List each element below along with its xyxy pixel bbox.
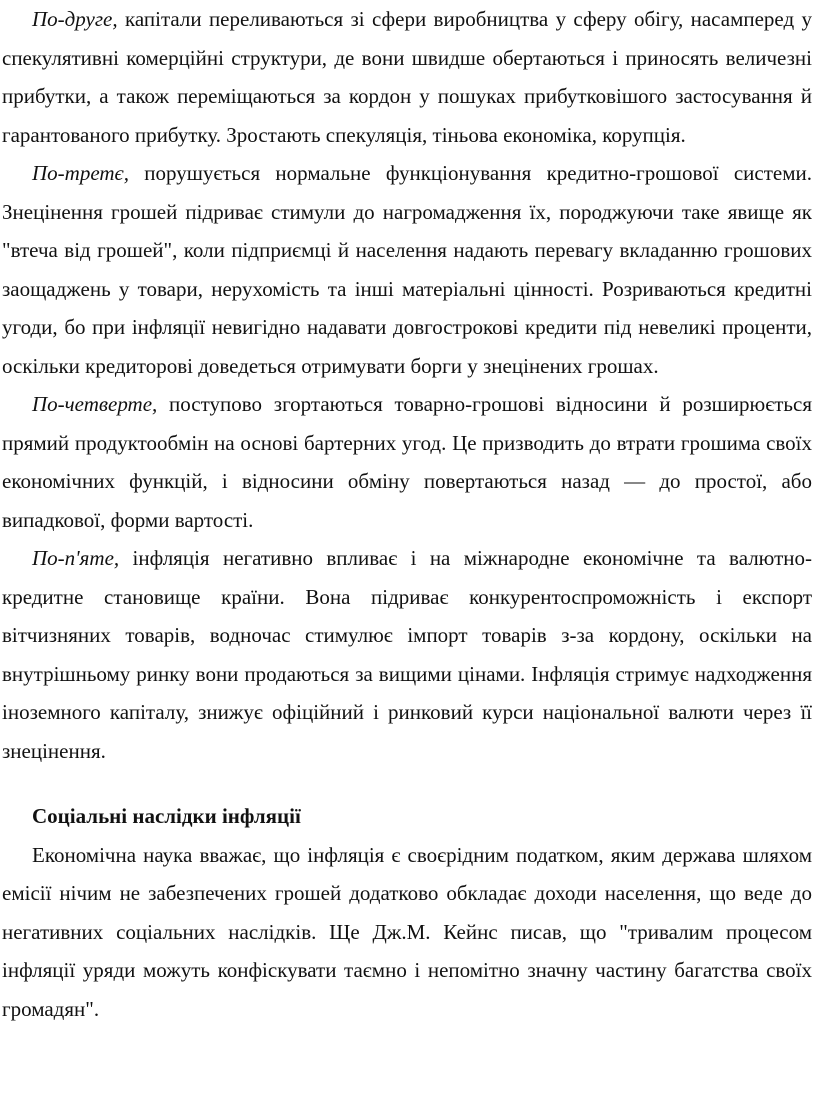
paragraph-text-third: порушується нормальне функціонування кредитно-грошової системи. Знецінення грошей підриває стимули до нагромадження їх, породжуючи таке явище як "втеча від грошей", коли підприємці й населення надають перевагу вкладанню грошових заощаджень у товари, нерухомість та інші матеріальні цінності. Розриваються кредитні угоди, бо при інфляції невигідно надавати довгострокові кредити під невеликі проценти, оскільки кредиторові доведеться отримувати борги у знецінених грошах. (2, 161, 812, 378)
paragraph-fourth-consequence (2, 385, 812, 539)
paragraph-fifth-consequence (2, 539, 812, 770)
paragraph-text-fifth: інфляція негативно впливає і на міжнародне економічне та валютно-кредитне становище країни. Вона підриває конкурентоспроможність і експорт вітчизняних товарів, водночас стимулює імпорт товарів з-за кордону, оскільки на внутрішньому ринку вони продаються за вищими цінами. Інфляція стримує надходження іноземного капіталу, знижує офіційний і ринковий курси національної валюти через її знецінення. (2, 546, 812, 763)
paragraph-lead-second: По-друге, (32, 7, 118, 31)
paragraph-lead-third: По-третє, (32, 161, 129, 185)
paragraph-lead-fourth: По-четверте, (32, 392, 158, 416)
paragraph-text-second: капітали переливаються зі сфери виробництва у сферу обігу, насамперед у спекулятивні комерційні структури, де вони швидше обертаються і приносять величезні прибутки, а також переміщаються за кордон у пошуках прибутковішого застосування й гарантованого прибутку. Зростають спекуляція, тіньова економіка, корупція. (2, 7, 812, 147)
paragraph-lead-fifth: По-п'яте, (32, 546, 120, 570)
paragraph-third-consequence (2, 154, 812, 385)
section-heading: Соціальні наслідки інфляції (32, 804, 301, 828)
paragraph-second-consequence (2, 0, 812, 154)
section-paragraph: Економічна наука вважає, що інфляція є своєрідним податком, яким держава шляхом емісії нічим не забезпечених грошей додатково обкладає доходи населення, що веде до негативних соціальних наслідків. Ще Дж.М. Кейнс писав, що "тривалим процесом інфляції уряди можуть конфіскувати таємно і непомітно значну частину багатства своїх громадян". (2, 842, 812, 1021)
paragraph-text-fourth: поступово згортаються товарно-грошові відносини й розширюється прямий продуктообмін на основі бартерних угод. Це призводить до втрати грошима своїх економічних функцій, і відносини обміну повертаються назад — до простої, або випадкової, форми вартості. (2, 392, 812, 532)
